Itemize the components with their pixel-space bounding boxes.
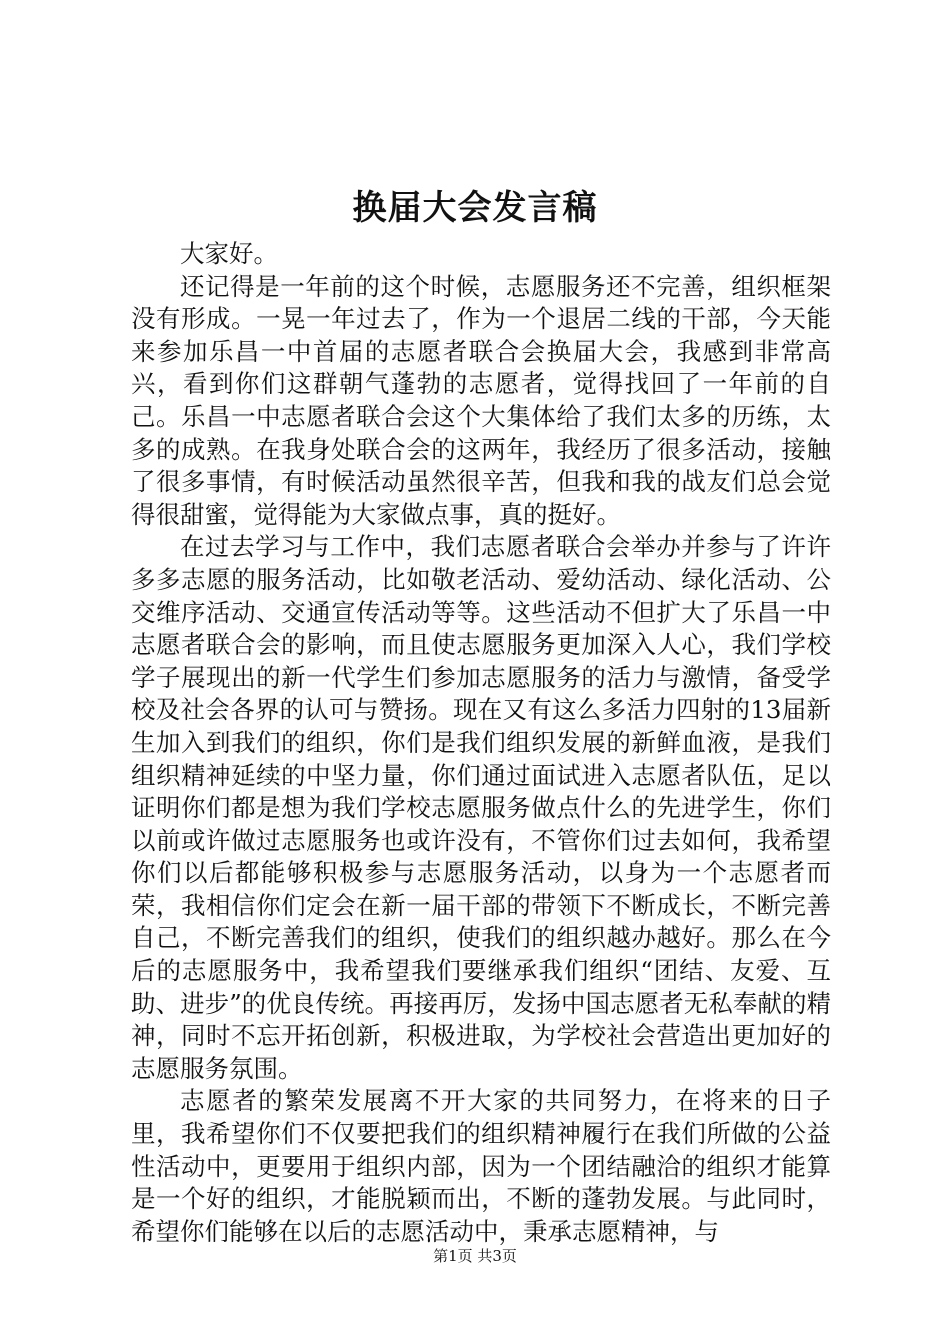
document-body (131, 238, 831, 1248)
paragraph-greeting: 大家好。 (180, 239, 278, 268)
document-title: 换届大会发言稿 (352, 188, 598, 228)
page-number: 第1页 共3页 (433, 1247, 517, 1265)
paragraph-memories: 还记得是一年前的这个时候，志愿服务还不完善，组织框架没有形成。一晃一年过去了，作为一个退居二线的干部，今天能来参加乐昌一中首届的志愿者联合会换届大会，我感到非常高兴，看到你们这群朝气蓬勃的志愿者，觉得找回了一年前的自己。乐昌一中志愿者联合会这个大集体给了我们太多的历练，太多的成熟。在我身处联合会的这两年，我经历了很多活动，接触了很多事情，有时候活动虽然很辛苦，但我和我的战友们总会觉得很甜蜜，觉得能为大家做点事，真的挺好。 (131, 271, 831, 529)
paragraph-activities: 在过去学习与工作中，我们志愿者联合会举办并参与了许许多多志愿的服务活动，比如敬老活动、爱幼活动、绿化活动、公交维序活动、交通宣传活动等等。这些活动不但扩大了乐昌一中志愿者联合会的影响，而且使志愿服务更加深入人心，我们学校学子展现出的新一代学生们参加志愿服务的活力与激情，备受学校及社会各界的认可与赞扬。现在又有这么多活力四射的13届新生加入到我们的组织，你们是我们组织发展的新鲜血液，是我们组织精神延续的中坚力量，你们通过面试进入志愿者队伍，足以证明你们都是想为我们学校志愿服务做点什么的先进学生，你们以前或许做过志愿服务也或许没有，不管你们过去如何，我希望你们以后都能够积极参与志愿服务活动，以身为一个志愿者而荣，我相信你们定会在新一届干部的带领下不断成长，不断完善自己，不断完善我们的组织，使我们的组织越办越好。那么在今后的志愿服务中，我希望我们要继承我们组织“团结、友爱、互助、进步”的优良传统。再接再厉，发扬中国志愿者无私奉献的精神，同时不忘开拓创新，积极进取，为学校社会营造出更加好的志愿服务氛围。 (131, 532, 831, 1083)
paragraph-hopes: 志愿者的繁荣发展离不开大家的共同努力，在将来的日子里，我希望你们不仅要把我们的组织精神履行在我们所做的公益性活动中，更要用于组织内部，因为一个团结融洽的组织才能算是一个好的组织，才能脱颖而出，不断的蓬勃发展。与此同时，希望你们能够在以后的志愿活动中，秉承志愿精神，与 (131, 1086, 831, 1246)
